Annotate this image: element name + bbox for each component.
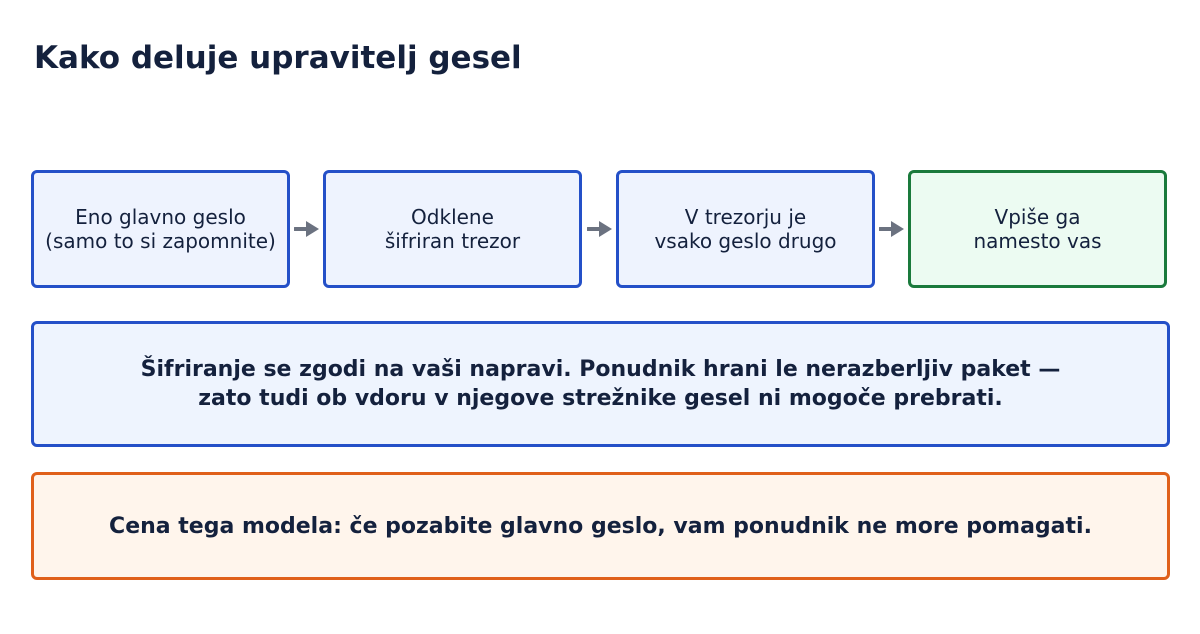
arrow-right-icon: [587, 220, 613, 238]
step-master-password: [31, 170, 290, 288]
arrow-right-icon: [879, 220, 905, 238]
step-unlock-vault: [323, 170, 582, 288]
step-label: Odklene šifriran trezor: [384, 205, 521, 253]
arrow-right-icon: [294, 220, 320, 238]
warning-note: [31, 472, 1170, 580]
step-autofill: [908, 170, 1167, 288]
step-label: V trezorju je vsako geslo drugo: [654, 205, 837, 253]
step-unique-passwords: [616, 170, 875, 288]
step-label: Vpiše ga namesto vas: [973, 205, 1102, 253]
diagram-title: Kako deluje upravitelj gesel: [34, 40, 522, 76]
step-label: Eno glavno geslo (samo to si zapomnite): [45, 205, 276, 253]
info-note-text: Šifriranje se zgodi na vaši napravi. Ponudnik hrani le nerazberljiv paket — zato tudi ob vdoru v njegove strežnike gesel ni mogoče prebrati.: [140, 357, 1061, 411]
warning-note-text: Cena tega modela: če pozabite glavno geslo, vam ponudnik ne more pomagati.: [109, 513, 1092, 539]
encryption-info-note: [31, 321, 1170, 447]
